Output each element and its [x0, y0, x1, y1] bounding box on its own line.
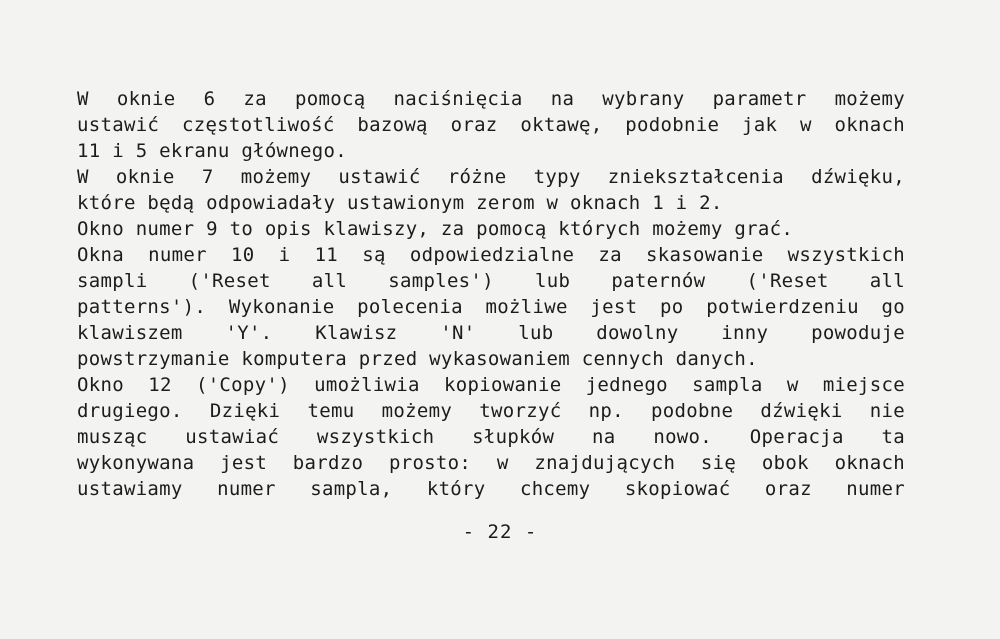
text-line: Okno 12 ('Copy') umożliwia kopiowanie jednego sampla w miejsce — [77, 374, 905, 396]
text-line: W oknie 6 za pomocą naciśnięcia na wybrany parametr możemy — [77, 88, 905, 110]
text-line: powstrzymanie komputera przed wykasowaniem cennych danych. — [77, 348, 758, 370]
text-line: W oknie 7 możemy ustawić różne typy zniekształcenia dźwięku, — [77, 166, 905, 188]
text-line: ustawiamy numer sampla, który chcemy skopiować oraz numer — [77, 478, 905, 500]
text-line: wykonywana jest bardzo prosto: w znajdujących się obok oknach — [77, 452, 905, 474]
text-line: które będą odpowiadały ustawionym zerom w oknach 1 i 2. — [77, 192, 723, 214]
text-line: 11 i 5 ekranu głównego. — [77, 140, 347, 162]
text-line: Okno numer 9 to opis klawiszy, za pomocą których możemy grać. — [77, 218, 794, 240]
page-number: - 22 - — [462, 521, 538, 543]
text-line: ustawić częstotliwość bazową oraz oktawę, podobnie jak w oknach — [77, 114, 905, 136]
text-line: sampli ('Reset all samples') lub paternów ('Reset all — [77, 270, 905, 292]
text-line: drugiego. Dzięki temu możemy tworzyć np. podobne dźwięki nie — [77, 400, 905, 422]
text-line: patterns'). Wykonanie polecenia możliwe jest po potwierdzeniu go — [77, 296, 905, 318]
text-line: Okna numer 10 i 11 są odpowiedzialne za skasowanie wszystkich — [77, 244, 905, 266]
body-text — [77, 86, 905, 502]
text-line: musząc ustawiać wszystkich słupków na nowo. Operacja ta — [77, 426, 905, 448]
text-line: klawiszem 'Y'. Klawisz 'N' lub dowolny inny powoduje — [77, 322, 905, 344]
